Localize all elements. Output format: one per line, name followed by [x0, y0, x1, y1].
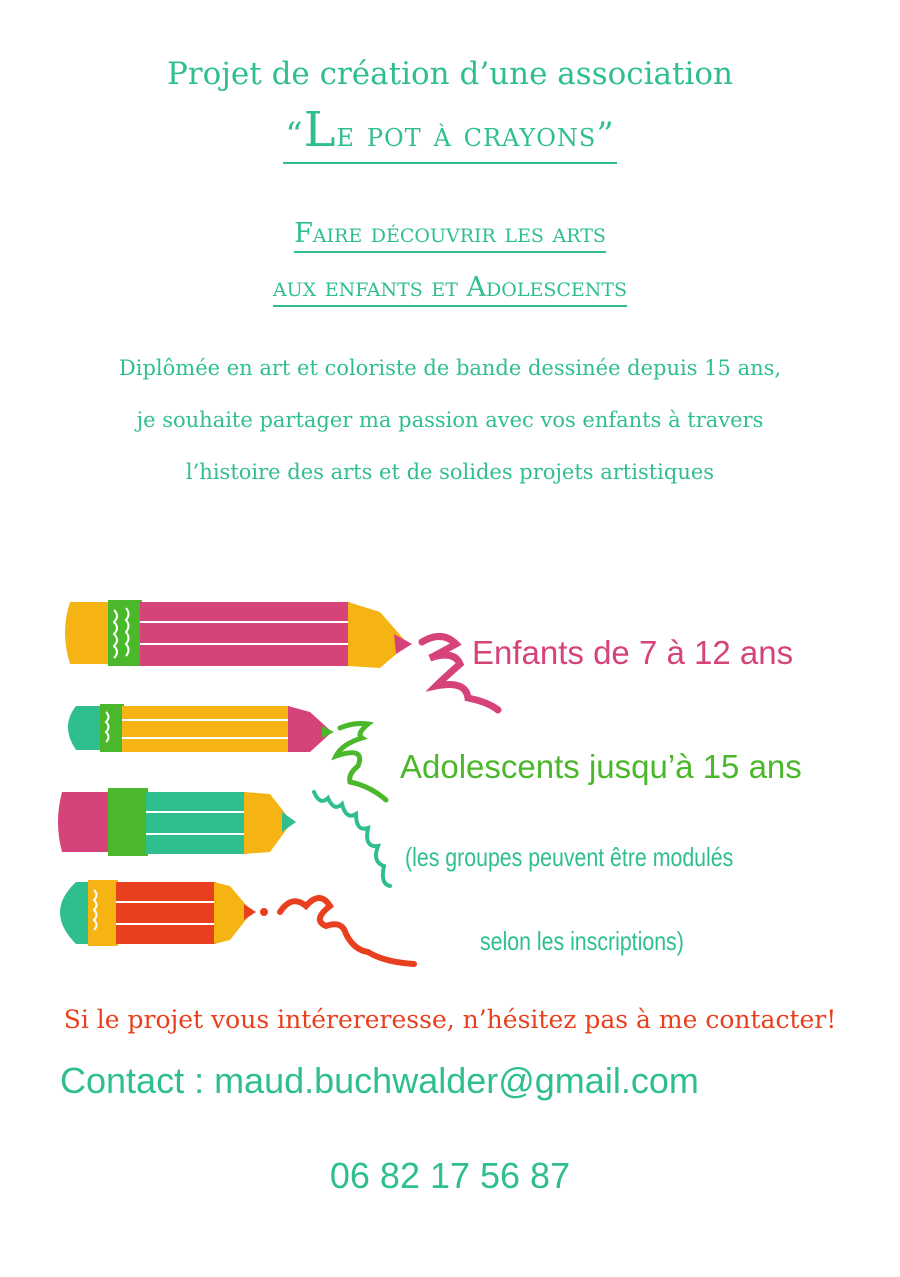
pencil-red-icon [60, 880, 414, 964]
subtitle-line-2-text: aux enfants et Adolescents [273, 272, 627, 307]
description-line-3: l’histoire des arts et de solides projets artistiques [185, 460, 715, 484]
age-group-teens: Adolescents jusqu’à 15 ans [400, 748, 802, 785]
subtitle-line-2 [0, 272, 900, 303]
groups-note-line-1: (les groupes peuvent être modulés [405, 842, 734, 872]
description-line-1: Diplômée en art et coloriste de bande dessinée depuis 15 ans, [118, 356, 782, 380]
title-close-quote: ” [596, 115, 615, 155]
title-initial: L [303, 102, 337, 158]
subtitle-line-1-text: Faire découvrir les arts [294, 218, 606, 253]
pencil-teal-icon [58, 788, 390, 886]
contact-email: Contact : maud.buchwalder@gmail.com [60, 1060, 699, 1101]
pencil-yellow-icon [68, 704, 386, 800]
call-to-action: Si le projet vous intérereresse, n’hésitez pas à me contacter! [63, 1005, 837, 1034]
intro-line: Projet de création d’une association [166, 56, 734, 92]
title-open-quote: “ [285, 115, 304, 155]
title-block [0, 102, 900, 164]
association-title [283, 102, 617, 164]
description-line-2: je souhaite partager ma passion avec vos enfants à travers [136, 408, 764, 432]
groups-note-line-2: selon les inscriptions) [480, 926, 684, 956]
age-group-children: Enfants de 7 à 12 ans [472, 634, 794, 671]
subtitle-line-1 [0, 218, 900, 249]
title-rest: e pot à crayons [336, 115, 597, 155]
contact-phone: 06 82 17 56 87 [329, 1155, 571, 1196]
pencil-pink-icon [65, 600, 498, 710]
